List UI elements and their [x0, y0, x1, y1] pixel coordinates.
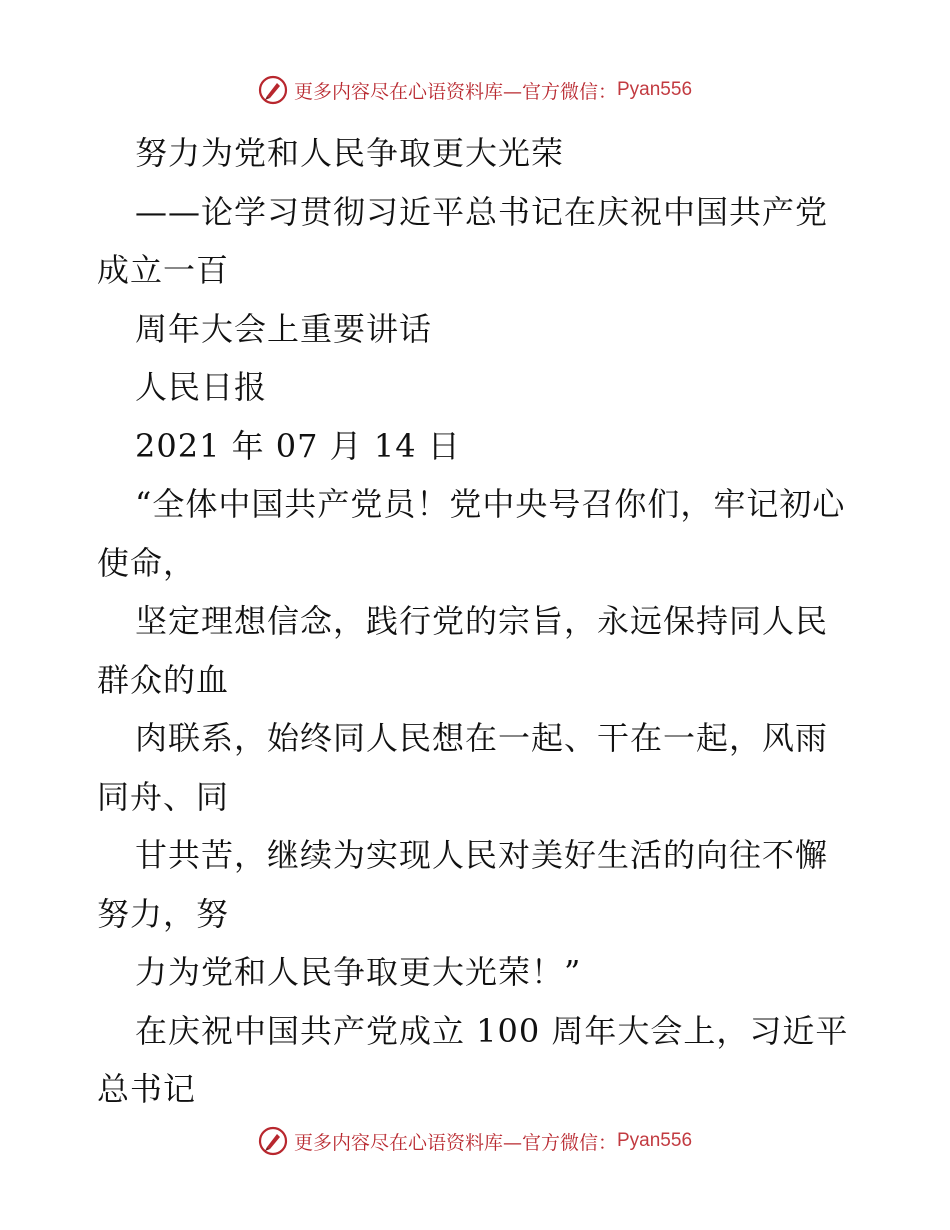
body-paragraph-line: 力为党和人民争取更大光荣！” — [135, 953, 582, 991]
pen-logo-icon — [258, 75, 288, 105]
banner-wechat-id: Pyan556 — [617, 79, 693, 100]
body-paragraph-line: 甘共苦，继续为实现人民对美好生活的向往不懈努力，努 — [97, 836, 829, 933]
header-watermark-banner — [0, 73, 950, 107]
article-title: 努力为党和人民争取更大光荣 — [135, 134, 565, 172]
banner-text: 更多内容尽在心语资料库—官方微信： — [293, 80, 617, 103]
banner-text: 更多内容尽在心语资料库—官方微信： — [293, 1131, 617, 1154]
body-paragraph-line: “全体中国共产党员！党中央号召你们，牢记初心使命， — [97, 485, 846, 582]
document-body — [97, 124, 857, 1119]
article-subtitle-continued: 周年大会上重要讲话 — [135, 309, 433, 348]
article-subtitle: ——论学习贯彻习近平总书记在庆祝中国共产党成立一百 — [97, 192, 829, 289]
body-paragraph-line: 在庆祝中国共产党成立 100 周年大会上，习近平总书记 — [97, 1011, 849, 1108]
article-source: 人民日报 — [135, 368, 268, 406]
footer-watermark-banner — [0, 1124, 950, 1158]
pen-logo-icon — [258, 1126, 288, 1156]
body-paragraph-line: 肉联系，始终同人民想在一起、干在一起，风雨同舟、同 — [97, 719, 829, 816]
banner-wechat-id: Pyan556 — [617, 1130, 693, 1151]
article-date: 2021 年 07 月 14 日 — [135, 426, 461, 465]
body-paragraph-line: 坚定理想信念，践行党的宗旨，永远保持同人民群众的血 — [97, 602, 829, 699]
